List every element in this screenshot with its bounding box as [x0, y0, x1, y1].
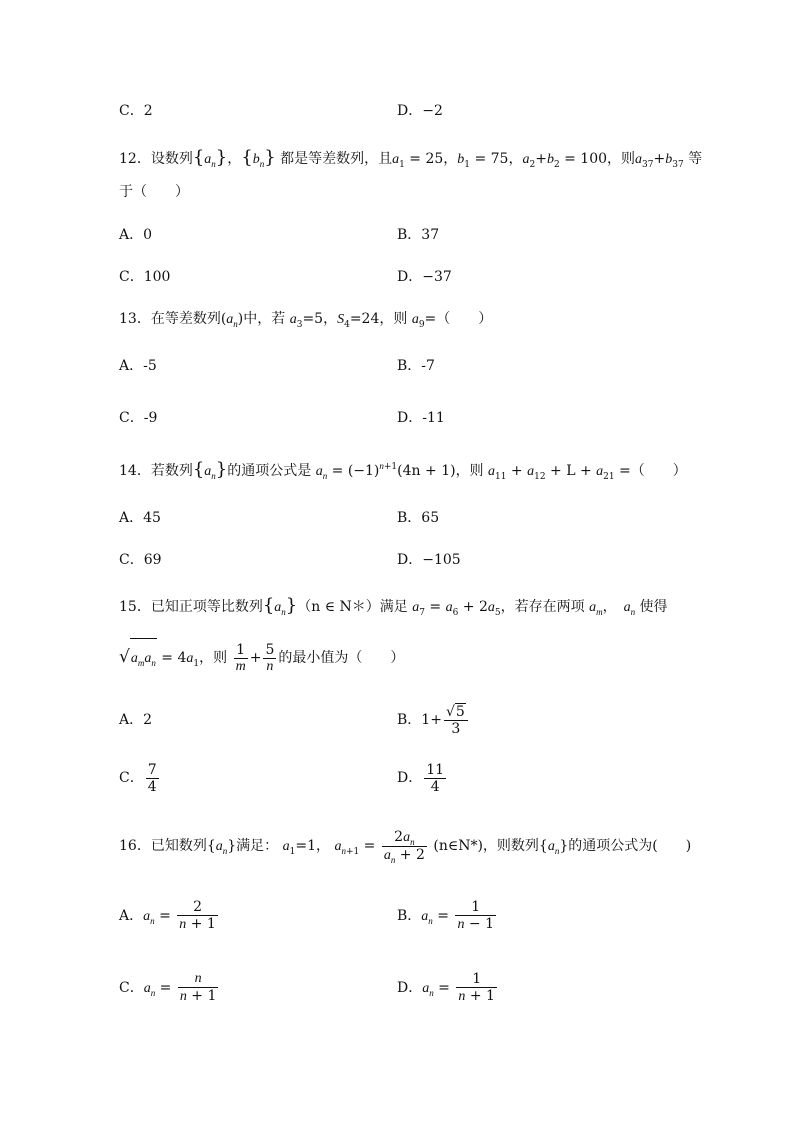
q14-tail: =（ ） [619, 463, 687, 479]
q13-option-a: A．-5 [119, 358, 157, 374]
q15-option-d-prefix: D． [397, 770, 423, 786]
q12-tail: 等 [688, 151, 703, 167]
q12-eq3: = 100，则 [564, 151, 636, 167]
q16-a1: =1， [295, 838, 330, 854]
q12-option-b: B．37 [397, 227, 440, 243]
q15-option-a: A．2 [119, 712, 153, 728]
q14-option-b: B．65 [397, 510, 440, 526]
q13-prefix: 13．在等差数列( [119, 311, 227, 327]
q14-mid: 的通项公式是 [227, 463, 312, 479]
q16-tail: }的通项公式为( ) [559, 838, 692, 854]
q16-option-a: A．$a_n$ = $\frac{2}{n + 1}$ [119, 899, 216, 932]
q11-option-d: D．−2 [397, 103, 443, 119]
q15-prefix: 15．已知正项等比数列 [119, 599, 263, 615]
q13-option-c: C．-9 [119, 410, 158, 426]
q15-stem: 15．已知正项等比数列$\{a_n\}(n$ ∈ N＊）满足 $a_7 = a_6 + 2a_5$，若存在两项 $a_m$， $a_n$ 使得 [119, 595, 668, 618]
q15-line2-mid: ，则 [199, 650, 228, 666]
q15-option-c-prefix: C． [119, 770, 144, 786]
q12-option-d: D．−37 [397, 269, 452, 285]
q15-use: 使得 [639, 599, 668, 615]
q12-option-a: A．0 [119, 227, 153, 243]
q14-option-c: C．69 [119, 552, 162, 568]
q15-cond: （n ∈ N＊）满足 [297, 599, 408, 615]
q13-eq2: =24，则 [349, 311, 408, 327]
q14-stem: 14．若数列$\{a_n\}$的通项公式是 $a_n = (-1)^{n+1}(4n + 1)$，则 $a_{11} + a_{12} + L + a_{21}$ =（ ） [119, 459, 687, 482]
q14-formula: (4n + 1) [397, 463, 456, 479]
q12-stem: 12．设数列$\{a_n\}$，$\{b_n\}$ 都是等差数列，且$a_1 = 25$，$b_1 = 75$，$a_2+b_2 = 100$，则$a_{37}+b_{37}$ 等 [119, 147, 703, 170]
q13-eq1: =5， [302, 311, 338, 327]
q13-mid: )中，若 [237, 311, 286, 327]
q11-option-c: C．2 [119, 103, 153, 119]
q15-option-b-prefix: B．1+ [397, 712, 442, 728]
q13-tail: =（ ） [424, 311, 493, 327]
q13-option-b: B．-7 [397, 358, 435, 374]
q16-option-a-prefix: A． [119, 908, 144, 924]
q13-option-d: D．-11 [397, 410, 445, 426]
q14-then: ，则 [455, 463, 484, 479]
q12-stem-line2: 于（ ） [119, 184, 189, 200]
q13-stem: 13．在等差数列$(a_n)$中，若 $a_3=5$，$S_4=24$，则 $a_9=$（ ） [119, 311, 493, 330]
q16-note: (n∈N*)，则数列{ [433, 838, 548, 854]
q16-option-c-prefix: C． [119, 980, 144, 996]
q12-prefix: 12．设数列 [119, 151, 193, 167]
q15-stem-line2: $√a_ma_n = 4a_1$，则 $\frac{1}{m}$ + $\frac{5}{n}$ 的最小值为（ ） [119, 638, 404, 678]
q12-mid-text: 都是等差数列，且 [280, 151, 393, 167]
q16-option-c: C．$a_n$ = $\frac{n}{n + 1}$ [119, 971, 217, 1004]
q15-tail: ，若存在两项 [500, 599, 585, 615]
q16-option-d-prefix: D． [397, 980, 423, 996]
q15-option-c: C． $\frac{7}{4}$ [119, 761, 157, 795]
q16-option-b-prefix: B． [397, 908, 422, 924]
q14-option-a: A．45 [119, 510, 161, 526]
q14-option-d: D．−105 [397, 552, 461, 568]
q14-prefix: 14．若数列 [119, 463, 193, 479]
q15-option-b: B．1+ $\frac{√5}{3}$ [397, 700, 470, 740]
q16-cond: }满足： [227, 838, 279, 854]
q16-stem: 16．已知数列$\{a_n\}$满足： $a_1=1$， $a_{n+1}$ = $\frac{2a_n}{a_n + 2}$ (n∈N*)，则数列$\{a_n\}$的通项公式为( ) [119, 828, 692, 865]
q12-option-c: C．100 [119, 269, 171, 285]
q15-option-d: D． $\frac{11}{4}$ [397, 761, 445, 795]
q16-option-b: B．$a_n$ = $\frac{1}{n - 1}$ [397, 899, 494, 932]
q16-prefix: 16．已知数列{ [119, 838, 216, 854]
q15-line2-tail: 的最小值为（ ） [278, 650, 405, 666]
q16-option-d: D．$a_n$ = $\frac{1}{n + 1}$ [397, 971, 495, 1004]
q12-eq1: = 25， [409, 151, 458, 167]
q12-eq2: = 75， [474, 151, 523, 167]
